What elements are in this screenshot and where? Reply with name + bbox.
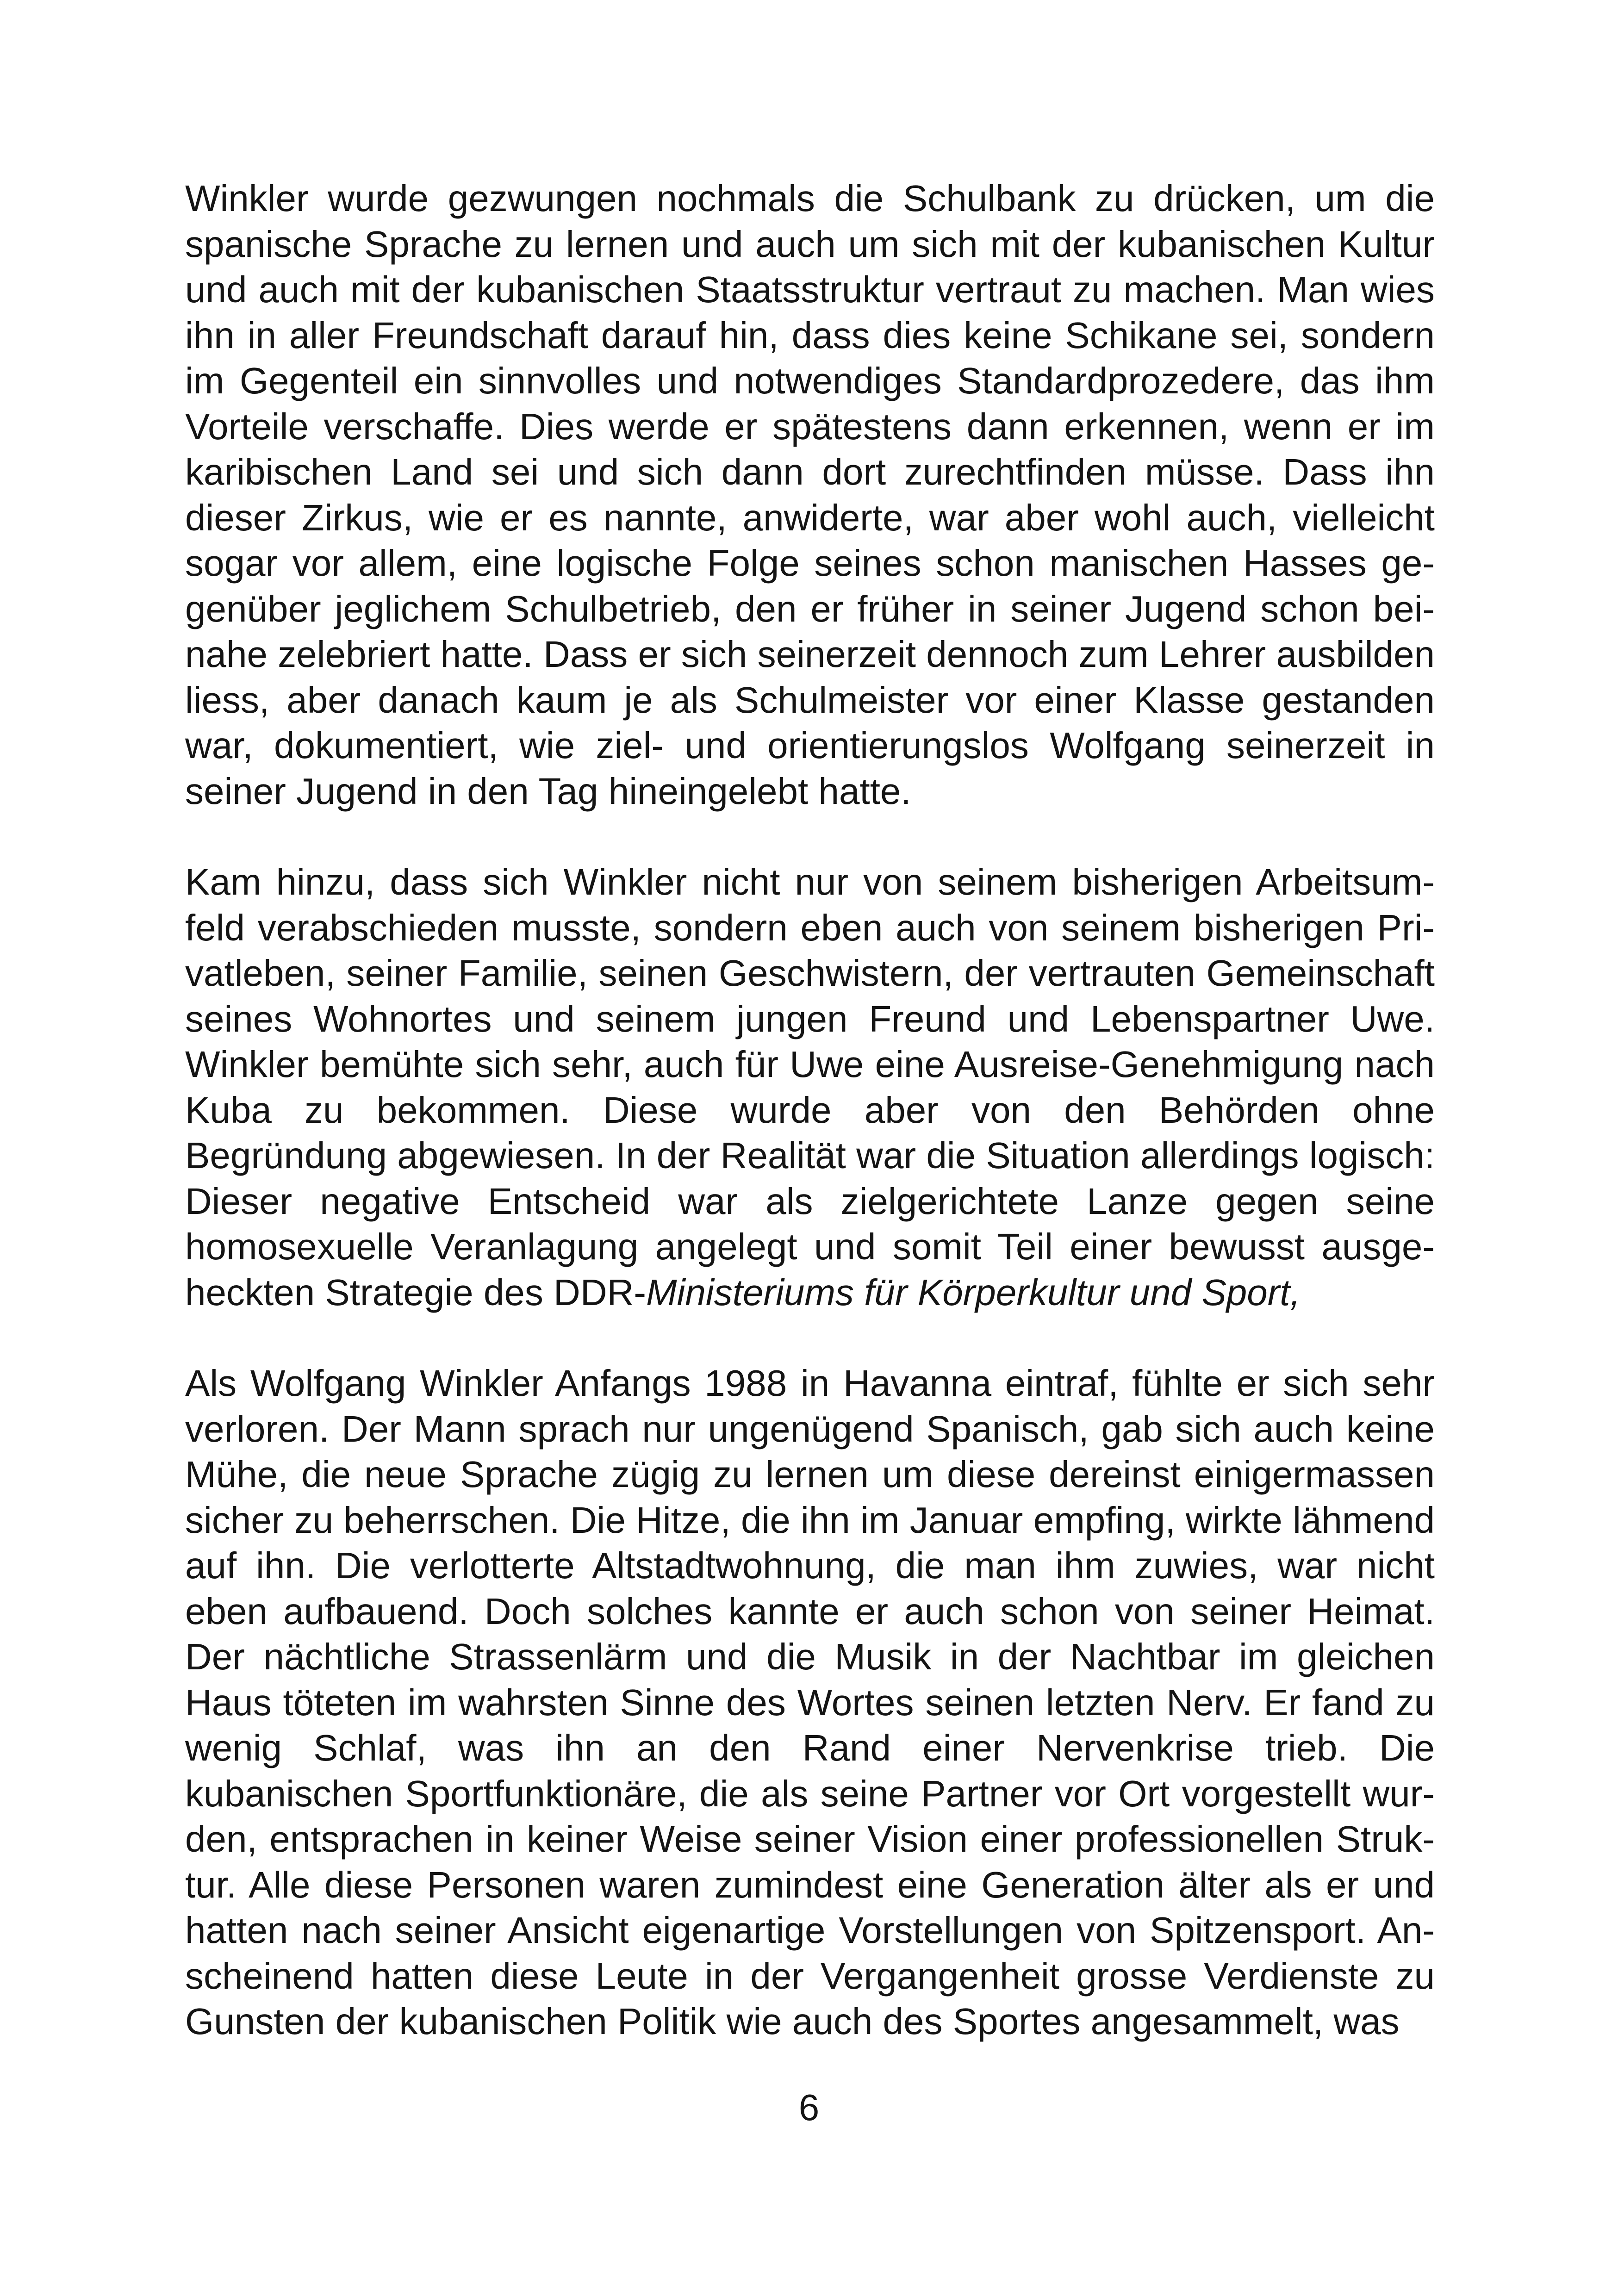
paragraph-3-text: Als Wolfgang Winkler Anfangs 1988 in Havanna eintraf, fühlte er sich sehr verloren. Der Mann sprach nur ungenügend Spanisch, gab sich auch keine Mühe, die neue Sprache zügig zu lernen um diese dereinst einigermassen sicher zu beherrschen. Die Hitze, die ihn im Januar empfing, wirkte lähmend auf ihn. Die verlotterte Altstadtwohnung, die man ihm zuwies, war nicht eben aufbauend. Doch solches kannte er auch schon von seiner Heimat. Der nächtliche Strassenlärm und die Musik in der Nachtbar im gleichen Haus töteten im wahrsten Sinne des Wortes seinen letzten Nerv. Er fand zu wenig Schlaf, was ihn an den Rand einer Nervenkrise trieb. Die kubanischen Sportfunktionäre, die als seine Partner vor Ort vorgestellt wurden, entsprachen in keiner Weise seiner Vision einer professionellen Struktur. Alle diese Personen waren zumindest eine Generation älter als er und hatten nach seiner Ansicht eigenartige Vorstellungen von Spitzensport. Anscheinend hatten diese Leute in der Vergangenheit grosse Verdienste zu Gunsten der kubanischen Politik wie auch des Sportes angesammelt, was — [185, 1363, 1435, 2042]
paragraph-1 — [185, 176, 1435, 814]
page-number: 6 — [798, 2087, 820, 2128]
document-body — [185, 176, 1435, 2045]
paragraph-2-text: Kam hinzu, dass sich Winkler nicht nur von seinem bisherigen Arbeitsumfeld verabschieden musste, sondern eben auch von seinem bisherigen Privatleben, seiner Familie, seinen Geschwistern, der vertrauten Gemeinschaft seines Wohnortes und seinem jungen Freund und Lebenspartner Uwe. Winkler bemühte sich sehr, auch für Uwe eine Ausreise-Genehmigung nach Kuba zu bekommen. Diese wurde aber von den Behörden ohne Begründung abgewiesen. In der Realität war die Situation allerdings logisch: Dieser negative Entscheid war als zielgerichtete Lanze gegen seine homosexuelle Veranlagung angelegt und somit Teil einer bewusst ausgeheckten Strategie des DDR- — [185, 861, 1435, 1313]
paragraph-2 — [185, 859, 1435, 1315]
paragraph-1-text: Winkler wurde gezwungen nochmals die Schulbank zu drücken, um die spanische Sprache zu lernen und auch um sich mit der kubanischen Kultur und auch mit der kubanischen Staatsstruktur vertraut zu machen. Man wies ihn in aller Freundschaft darauf hin, dass dies keine Schikane sei, sondern im Gegenteil ein sinnvolles und notwendiges Standardprozedere, das ihm Vorteile verschaffe. Dies werde er spätestens dann erkennen, wenn er im karibischen Land sei und sich dann dort zurechtfinden müsse. Dass ihn dieser Zirkus, wie er es nannte, anwiderte, war aber wohl auch, vielleicht sogar vor allem, eine logische Folge seines schon manischen Hasses gegenüber jeglichem Schulbetrieb, den er früher in seiner Jugend schon beinahe zelebriert hatte. Dass er sich seinerzeit dennoch zum Lehrer ausbilden liess, aber danach kaum je als Schulmeister vor einer Klasse gestanden war, dokumentiert, wie ziel- und orientierungslos Wolfgang seinerzeit in seiner Jugend in den Tag hineingelebt hatte. — [185, 178, 1435, 812]
paragraph-2-italic-title: Ministeriums für Körperkultur und Sport, — [646, 1271, 1301, 1313]
paragraph-3 — [185, 1361, 1435, 2045]
